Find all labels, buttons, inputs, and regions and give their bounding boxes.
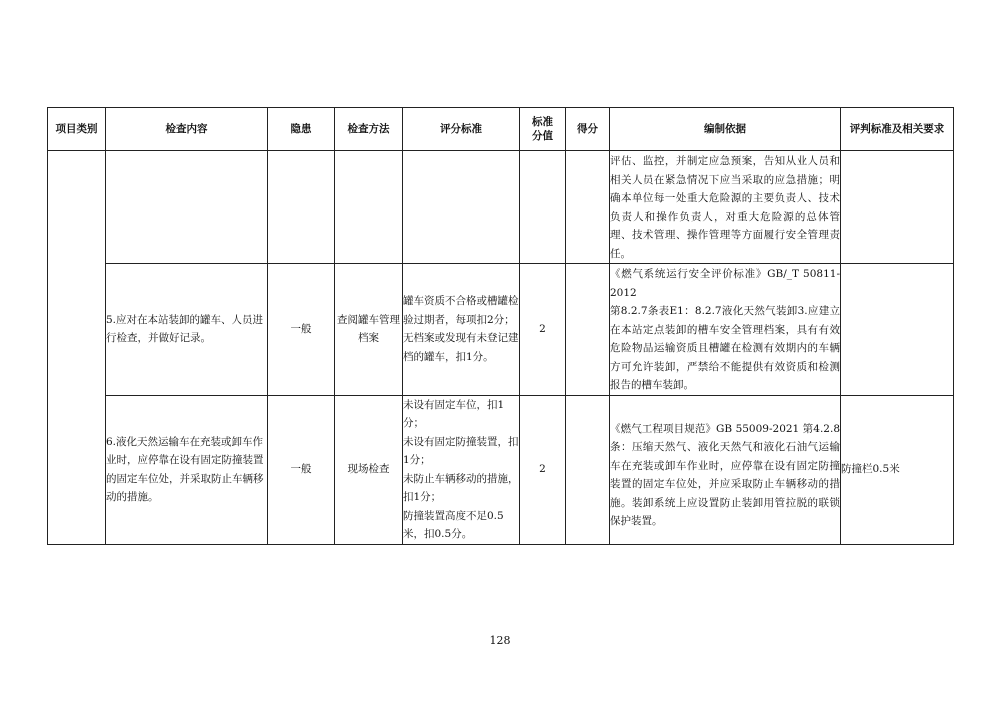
cell-requirement <box>841 151 954 264</box>
cell-method: 现场检查 <box>335 395 403 544</box>
cell-hazard <box>268 151 335 264</box>
table-row <box>48 151 954 264</box>
header-content: 检查内容 <box>106 108 268 151</box>
cell-content: 6.液化天然运输车在充装或卸车作业时，应停靠在设有固定防撞装置的固定车位处，并采取防止车辆移动的措施。 <box>106 395 268 544</box>
table-row <box>48 264 954 396</box>
cell-hazard: 一般 <box>268 395 335 544</box>
cell-score-value: 2 <box>520 264 566 396</box>
cell-basis: 评估、监控，并制定应急预案，告知从业人员和相关人员在紧急情况下应当采取的应急措施；明确本单位每一处重大危险源的主要负责人、技术负责人和操作负责人，对重大危险源的总体管理、技术管理、操作管理等方面履行安全管理责任。 <box>610 151 841 264</box>
cell-score <box>566 395 610 544</box>
header-requirement: 评判标准及相关要求 <box>841 108 954 151</box>
header-score: 得分 <box>566 108 610 151</box>
header-score-value: 标准 分值 <box>520 108 566 151</box>
cell-score <box>566 151 610 264</box>
cell-score-value: 2 <box>520 395 566 544</box>
cell-content: 5.应对在本站装卸的罐车、人员进行检查，并做好记录。 <box>106 264 268 396</box>
header-criteria: 评分标准 <box>403 108 520 151</box>
cell-basis: 《燃气系统运行安全评价标准》GB/_T 50811-2012 第8.2.7条表E1：8.2.7液化天然气装卸3.应建立在本站定点装卸的槽车安全管理档案，具有有效危险物品运输资质且槽罐在检测有效期内的车辆方可允许装卸，严禁给不能提供有效资质和检测报告的槽车装卸。 <box>610 264 841 396</box>
cell-score <box>566 264 610 396</box>
header-category: 项目类别 <box>48 108 106 151</box>
cell-hazard: 一般 <box>268 264 335 396</box>
cell-criteria <box>403 151 520 264</box>
inspection-table <box>47 107 954 545</box>
cell-criteria: 未设有固定车位，扣1分； 未设有固定防撞装置，扣1分； 未防止车辆移动的措施，扣1分； 防撞装置高度不足0.5米，扣0.5分。 <box>403 395 520 544</box>
cell-method: 查阅罐车管理档案 <box>335 264 403 396</box>
cell-content <box>106 151 268 264</box>
header-hazard: 隐患 <box>268 108 335 151</box>
cell-category <box>48 151 106 545</box>
table-header-row <box>48 108 954 151</box>
header-basis: 编制依据 <box>610 108 841 151</box>
page-number: 128 <box>489 634 511 647</box>
header-method: 检查方法 <box>335 108 403 151</box>
cell-requirement: 防撞栏0.5米 <box>841 395 954 544</box>
cell-method <box>335 151 403 264</box>
cell-basis: 《燃气工程项目规范》GB 55009-2021 第4.2.8条：压缩天然气、液化天然气和液化石油气运输车在充装或卸车作业时，应停靠在设有固定防撞装置的固定车位处，并应采取防止车辆移动的措施。装卸系统上应设置防止装卸用管拉脱的联锁保护装置。 <box>610 395 841 544</box>
table-row <box>48 395 954 544</box>
cell-requirement <box>841 264 954 396</box>
cell-score-value <box>520 151 566 264</box>
cell-criteria: 罐车资质不合格或槽罐检验过期者，每项扣2分； 无档案或发现有未登记建档的罐车，扣1分。 <box>403 264 520 396</box>
